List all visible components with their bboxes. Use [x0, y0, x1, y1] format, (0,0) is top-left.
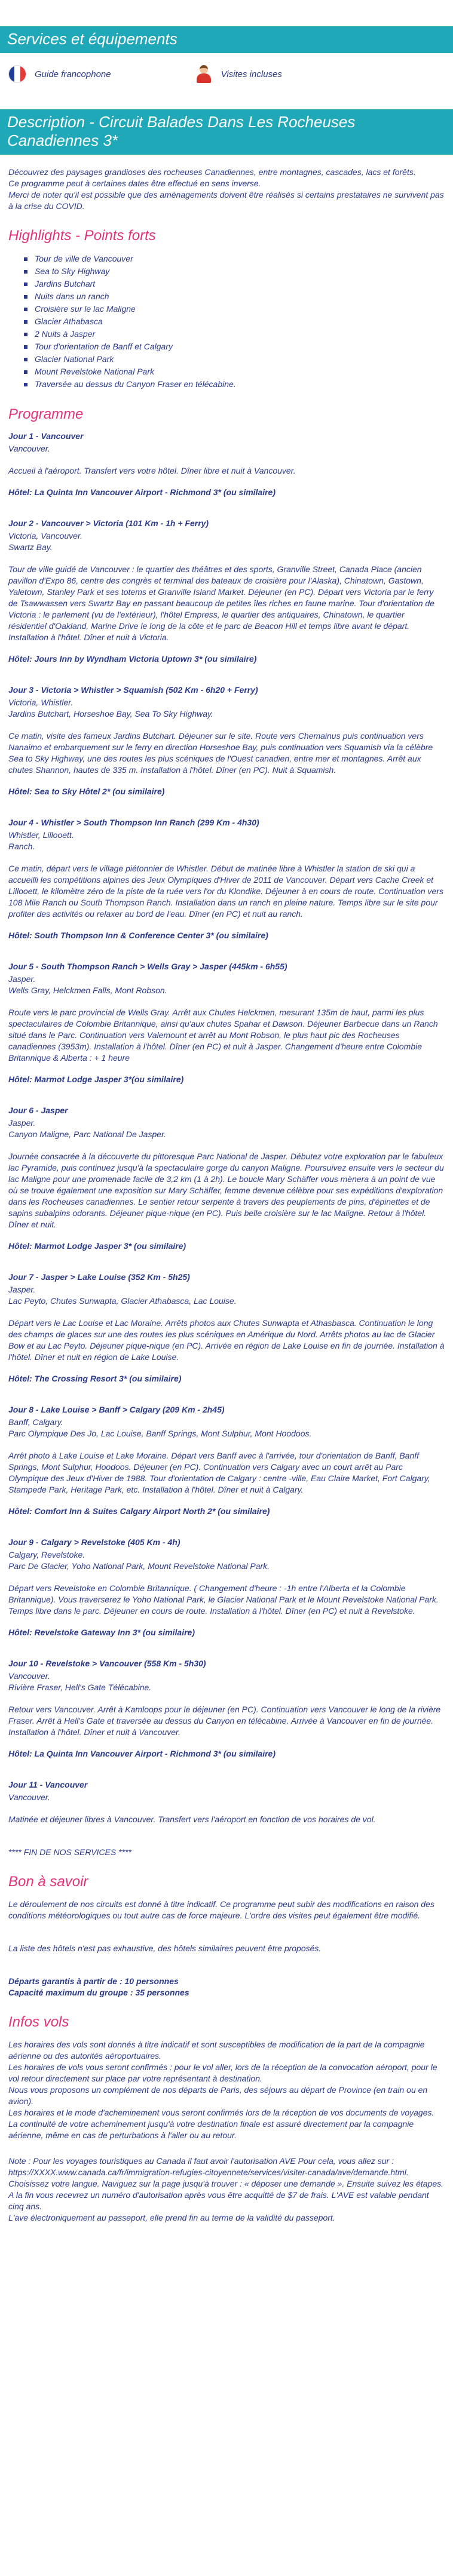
day-places: Victoria, Vancouver.: [8, 531, 82, 541]
day-places: Wells Gray, Helckmen Falls, Mont Robson.: [8, 985, 167, 995]
list-item: Mount Revelstoke National Park: [35, 366, 445, 378]
day-places: Calgary, Revelstoke.: [8, 1550, 85, 1559]
day-title: Jour 10 - Revelstoke > Vancouver (558 Km - 5h30): [8, 1659, 206, 1668]
list-item: Nuits dans un ranch: [35, 290, 445, 303]
services-list: [0, 65, 453, 83]
day-places: Rivière Fraser, Hell's Gate Télécabine.: [8, 1682, 152, 1692]
programme-day: [8, 431, 445, 497]
infos-vols-title: Infos vols: [8, 2014, 69, 2030]
description-banner: Description - Circuit Balades Dans Les Rocheuses Canadiennes 3*: [0, 109, 453, 155]
day-hotel: Hôtel: Marmot Lodge Jasper 3* (ou similaire): [8, 1241, 186, 1251]
page: [0, 26, 453, 2248]
infos-text: La continuité de votre acheminement jusqu'à votre destination finale est assuré directement par la compagnie aérienne, même en cas de perturbations à l'aller ou au retour.: [8, 2119, 414, 2140]
day-hotel: Hôtel: Comfort Inn & Suites Calgary Airport North 2* (ou similaire): [8, 1506, 270, 1516]
list-item: Glacier Athabasca: [35, 315, 445, 328]
day-hotel: Hôtel: Jours Inn by Wyndham Victoria Uptown 3* (ou similaire): [8, 654, 257, 664]
day-description: Tour de ville guidé de Vancouver : le quartier des théâtres et des sports, Granville Street, Canada Place (ancien pavillon d'Expo 86, centre des congrès et terminal des bateaux de croisière pour l'Alaska), Chinatown, Gastown, Yaletown, Stanley Park et ses totems et Granville Island Market. Déjeuner (en PC). Départ vers Victoria par le ferry de Tsawwassen vers Swartz Bay en passant beaucoup de petites îles riches en faune marine. Tour d'orientation de Victoria : le parlement (vu de l'extérieur), l'hôtel Empress, le quartier des antiquaires, Chinatown, le quartier résidentiel d'Oakland, Marine Drive le long de la côte et le parc de Beacon Hill et temps libre avant le départ. Installation à l'hôtel. Dîner et nuit à Victoria.: [8, 564, 434, 642]
bon-a-savoir-title: Bon à savoir: [8, 1874, 88, 1890]
day-hotel: Hôtel: Marmot Lodge Jasper 3*(ou similaire): [8, 1074, 184, 1084]
day-title: Jour 1 - Vancouver: [8, 431, 84, 441]
day-places: Parc De Glacier, Yoho National Park, Mount Revelstoke National Park.: [8, 1561, 270, 1571]
day-title: Jour 8 - Lake Louise > Banff > Calgary (209 Km - 2h45): [8, 1405, 225, 1414]
day-places: Jasper.: [8, 974, 36, 984]
list-item: Croisière sur le lac Maligne: [35, 303, 445, 315]
day-places: Lac Peyto, Chutes Sunwapta, Glacier Athabasca, Lac Louise.: [8, 1296, 237, 1306]
day-hotel: Hôtel: Revelstoke Gateway Inn 3* (ou similaire): [8, 1628, 195, 1637]
list-item: 2 Nuits à Jasper: [35, 328, 445, 340]
day-title: Jour 3 - Victoria > Whistler > Squamish (502 Km - 6h20 + Ferry): [8, 685, 258, 695]
day-places: Vancouver.: [8, 1671, 50, 1681]
day-hotel: Hôtel: South Thompson Inn & Conference Center 3* (ou similaire): [8, 931, 268, 940]
day-description: Route vers le parc provincial de Wells Gray. Arrêt aux Chutes Helckmen, mesurant 135m de haut, parmi les plus spectaculaires de Colombie Britannique, ainsi qu'aux chutes Spahar et Dawson. Déjeuner Barbecue dans un Ranch situé dans le Parc. Continuation vers Valemount et arrêt au Mont Robson, le plus haut pic des Rocheuses canadiennes (3953m). Installation à l'hôtel. Dîner (en PC) et nuit à Jasper. Changement d'heure entre Colombie Britannique & Alberta : + 1 heure: [8, 1008, 438, 1063]
day-hotel: Hôtel: La Quinta Inn Vancouver Airport - Richmond 3* (ou similaire): [8, 487, 276, 497]
list-item: Tour de ville de Vancouver: [35, 253, 445, 265]
day-places: Vancouver.: [8, 444, 50, 453]
day-description: Ce matin, départ vers le village piétonnier de Whistler. Début de matinée libre à Whistler la station de ski qui a accueilli les compétitions alpines des Jeux Olympiques d'Hiver de 2011 de Vancouver. Départ vers Cache Creek et Lillooett, le kilomètre zéro de la piste de la ruée vers l'or du Klondike. Déjeuner à en cours de route. Continuation vers 108 Mile Ranch ou South Thompson Ranch. Installation dans un ranch en pleine nature. Temps libre sur le site pour profiter des activités ou relaxer au bord de l'eau. Dîner (en PC) et nuit au ranch.: [8, 864, 443, 919]
programme-day: [8, 685, 445, 796]
programme-end: **** FIN DE NOS SERVICES ****: [8, 1847, 131, 1857]
programme-day: [8, 1780, 445, 1825]
day-hotel: Hôtel: Sea to Sky Hôtel 2* (ou similaire): [8, 787, 165, 796]
day-places: Banff, Calgary.: [8, 1417, 63, 1427]
day-description: Arrêt photo à Lake Louise et Lake Moraine. Départ vers Banff avec à l'arrivée, tour d'orientation de Banff, Banff Springs, Mont Sulphur, Hoodoos. Déjeuner (en PC). Continuation vers Calgary avec un court arrêt au Parc Olympique des Jeux d'Hiver de 1988. Tour d'orientation de Calgary : centre -ville, Eau Claire Market, Fort Calgary, Stampede Park, Heritage Park, etc. Installation à l'hôtel. Dîner et nuit à Calgary.: [8, 1451, 430, 1494]
day-places: Canyon Maligne, Parc National De Jasper.: [8, 1129, 167, 1139]
infos-text: Nous vous proposons un complément de nos départs de Paris, des séjours au départ de Province (en train ou en avion).: [8, 2085, 428, 2106]
day-title: Jour 2 - Vancouver > Victoria (101 Km - 1h + Ferry): [8, 518, 209, 528]
day-title: Jour 6 - Jasper: [8, 1106, 68, 1115]
services-banner: Services et équipements: [0, 26, 453, 53]
programme-day: [8, 1537, 445, 1637]
infos-text: Les horaires et le mode d'acheminement vous seront confirmés lors de la réception de vos documents de voyages.: [8, 2108, 434, 2117]
description-text: Merci de noter qu'il est possible que des aménagements doivent être réalisés si certains prestataires ne survivent pas à la crise du COVID.: [8, 190, 444, 211]
infos-text: Les horaires de vols vous seront confirmés : pour le vol aller, lors de la réception de la convocation aéroport, pour le vol retour directement sur place par votre représentant à destination.: [8, 2062, 437, 2083]
day-places: Ranch.: [8, 842, 35, 851]
list-item: Glacier National Park: [35, 353, 445, 366]
day-places: Parc Olympique Des Jo, Lac Louise, Banff Springs, Mont Sulphur, Mont Hoodoos.: [8, 1429, 312, 1438]
day-places: Vancouver.: [8, 1792, 50, 1802]
programme-day: [8, 818, 445, 940]
day-description: Départ vers le Lac Louise et Lac Moraine. Arrêts photos aux Chutes Sunwapta et Athasbasca. Continuation le long des champs de glaces sur une des routes les plus scéniques en Amérique du Nord. Arrêts photos au lac de Glacier Bow et au Lac Peyto. Déjeuner pique-nique (en PC). Arrivée en région de Lake Louise en fin de journée. Installation à l'hôtel. Dîner et nuit en région de Lake Louise.: [8, 1318, 445, 1362]
infos-note: L'ave électroniquement au passeport, elle prend fin au terme de la validité du passeport.: [8, 2213, 335, 2222]
description-text: Découvrez des paysages grandioses des rocheuses Canadiennes, entre montagnes, cascades, lacs et forêts.: [8, 167, 416, 177]
list-item: Tour d'orientation de Banff et Calgary: [35, 340, 445, 353]
infos-link[interactable]: https://XXXX.www.canada.ca/fr/immigration-refugies-citoyennete/services/visiter-canada/ave/demande.html.: [8, 2167, 409, 2177]
list-item: Jardins Butchart: [35, 278, 445, 290]
day-title: Jour 5 - South Thompson Ranch > Wells Gray > Jasper (445km - 6h55): [8, 962, 287, 971]
programme-day: [8, 1405, 445, 1516]
day-places: Victoria, Whistler.: [8, 698, 74, 707]
guide-person-icon: [195, 65, 213, 83]
list-item: Traversée au dessus du Canyon Fraser en télécabine.: [35, 378, 445, 391]
programme-day: [8, 518, 445, 664]
infos-note: Note : Pour les voyages touristiques au Canada il faut avoir l'autorisation AVE Pour cela, vous allez sur :: [8, 2156, 394, 2166]
day-places: Jardins Butchart, Horseshoe Bay, Sea To Sky Highway.: [8, 709, 213, 719]
bon-text: Le déroulement de nos circuits est donné à titre indicatif. Ce programme peut subir des modifications en raison des conditions météorologiques ou tout autre cas de force majeure. L'ordre des visites peut également être modifié.: [8, 1899, 434, 1920]
bon-text: La liste des hôtels n'est pas exhaustive, des hôtels similaires peuvent être proposés.: [8, 1943, 322, 1953]
french-flag-icon: [8, 65, 26, 83]
day-title: Jour 4 - Whistler > South Thompson Inn Ranch (299 Km - 4h30): [8, 818, 259, 827]
service-visits: [195, 65, 282, 83]
service-label: Guide francophone: [35, 69, 111, 79]
day-places: Jasper.: [8, 1118, 36, 1128]
highlights-title: Highlights - Points forts: [8, 228, 156, 244]
bon-capacity: Capacité maximum du groupe : 35 personnes: [8, 1988, 189, 1997]
day-hotel: Hôtel: La Quinta Inn Vancouver Airport - Richmond 3* (ou similaire): [8, 1749, 276, 1758]
programme-day: [8, 1106, 445, 1251]
highlights-list: [8, 253, 445, 391]
day-description: Accueil à l'aéroport. Transfert vers votre hôtel. Dîner libre et nuit à Vancouver.: [8, 466, 296, 475]
bon-departures: Départs garantis à partir de : 10 personnes: [8, 1976, 179, 1986]
programme-day: [8, 1272, 445, 1383]
day-description: Matinée et déjeuner libres à Vancouver. Transfert vers l'aéroport en fonction de vos horaires de vol.: [8, 1814, 376, 1824]
programme-day: [8, 962, 445, 1084]
day-description: Retour vers Vancouver. Arrêt à Kamloops pour le déjeuner (en PC). Continuation vers Vancouver le long de la rivière Fraser. Arrêt à Hell's Gate et traversée au dessus du Canyon en télécabine. Arrivée à Vancouver en fin de journée. Installation à l'hôtel. Dîner et nuit à Vancouver.: [8, 1705, 441, 1737]
programme-day: [8, 1659, 445, 1758]
infos-note: Choisissez votre langue. Naviguez sur la page jusqu'à trouver : « déposer une demande ». Ensuite suivez les étapes. A la fin vous recevrez un numéro d'autorisation après vous être acquitté de $7 de frais. L'AVE est valable pendant cinq ans.: [8, 2179, 443, 2211]
day-title: Jour 11 - Vancouver: [8, 1780, 88, 1789]
day-description: Départ vers Revelstoke en Colombie Britannique. ( Changement d'heure : -1h entre l'Alberta et la Colombie Britannique). Vous traverserez le Yoho National Park, le Glacier National Park et le Mount Revelstoke National Park. Temps libre dans le parc. Déjeuner en cours de route. Installation à l'hôtel. Dîner (en PC) et nuit à Revelstoke.: [8, 1583, 439, 1616]
day-hotel: Hôtel: The Crossing Resort 3* (ou similaire): [8, 1374, 182, 1383]
service-label: Visites incluses: [221, 69, 282, 79]
service-french-guide: [8, 65, 111, 83]
list-item: Sea to Sky Highway: [35, 265, 445, 278]
day-places: Whistler, Lillooett.: [8, 830, 74, 840]
day-description: Ce matin, visite des fameux Jardins Butchart. Déjeuner sur le site. Route vers Chemainus puis continuation vers Nanaimo et embarquement sur le ferry en direction Horseshoe Bay, puis continuation vers Squamish via la célèbre Sea to Sky Highway, une des routes les plus scéniques de l'Ouest canadien, entre mer et montagnes. Arrêt aux chutes Shannon, hautes de 335 m. Installation à l'hôtel. Dîner (en PC). Nuit à Squamish.: [8, 731, 433, 775]
day-title: Jour 9 - Calgary > Revelstoke (405 Km - 4h): [8, 1537, 180, 1547]
day-places: Jasper.: [8, 1285, 36, 1294]
day-description: Journée consacrée à la découverte du pittoresque Parc National de Jasper. Débutez votre exploration par le fabuleux lac Pyramide, puis continuez jusqu'à la spectaculaire gorge du canyon Maligne. Poursuivez ensuite vers le secteur du lac Maligne pour une promenade facile de 3,2 km (1 à 2h). Le boucle Mary Schäffer vous mènera à un point de vue où se trouve également une exposition sur Mary Schäffer, femme devenue célèbre pour ses expéditions d'exploration dans les Rocheuses canadiennes. Le sentier retour serpente à travers des peuplements de pins, d'épinettes et de sapins subalpins odorants. Déjeuner pique-nique (en PC). Puis belle croisière sur le lac Maligne. Retour à l'hôtel. Dîner et nuit.: [8, 1152, 444, 1229]
description-text: Ce programme peut à certaines dates être effectué en sens inverse.: [8, 179, 261, 188]
programme-days: [8, 431, 445, 1825]
infos-text: Les horaires des vols sont donnés à titre indicatif et sont susceptibles de modification de la part de la compagnie aérienne ou des autorités aéroportuaires.: [8, 2040, 425, 2061]
day-title: Jour 7 - Jasper > Lake Louise (352 Km - 5h25): [8, 1272, 190, 1282]
day-places: Swartz Bay.: [8, 542, 53, 552]
programme-title: Programme: [8, 406, 84, 422]
